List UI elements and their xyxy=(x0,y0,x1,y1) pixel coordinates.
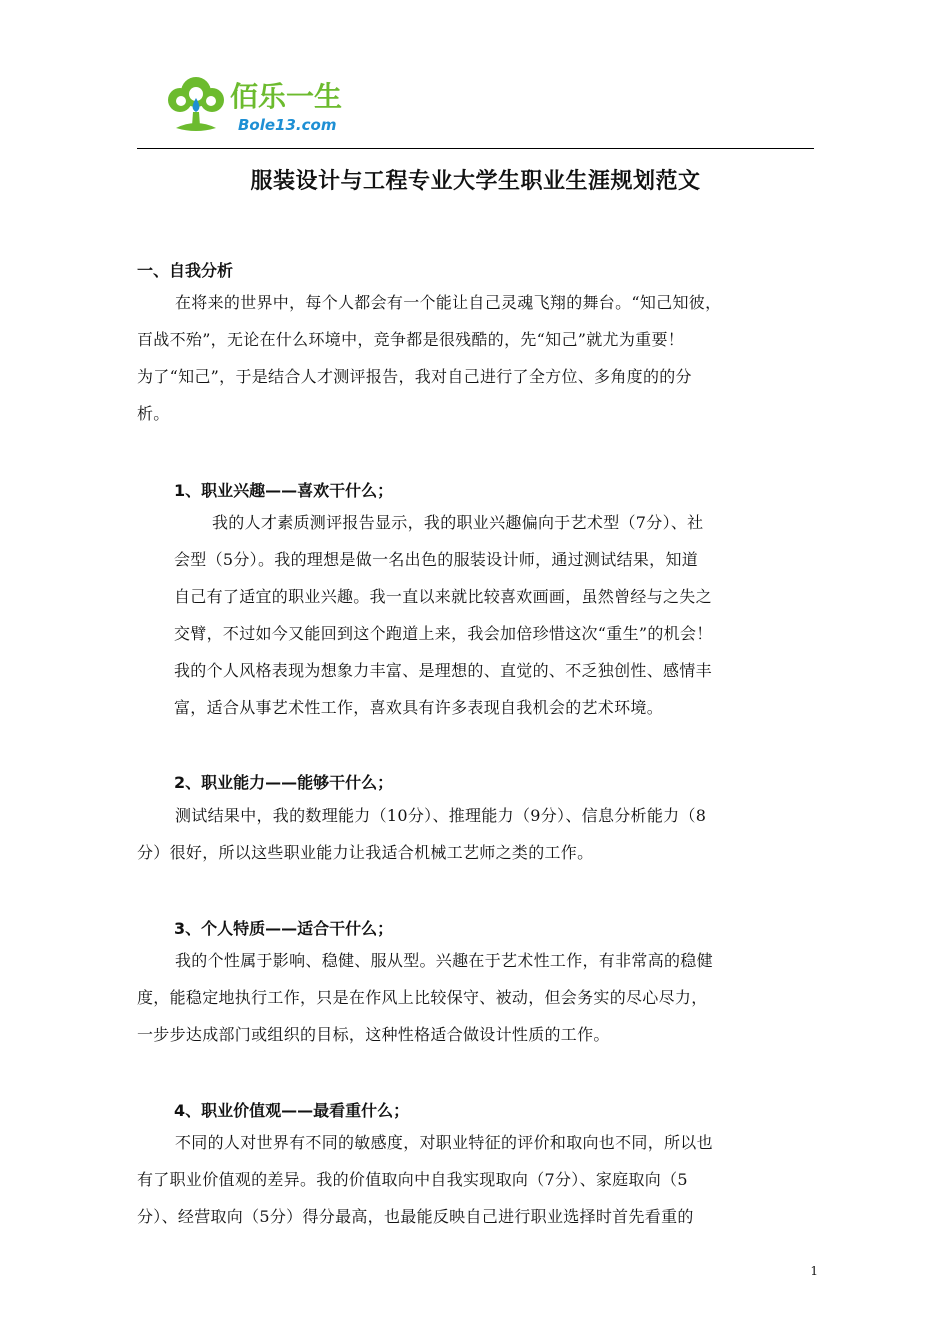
paragraph-line: 分）、经营取向（5分）得分最高，也最能反映自己进行职业选择时首先看重的 xyxy=(137,1207,694,1226)
sub3-paragraph xyxy=(137,942,713,1053)
paragraph-line: 不同的人对世界有不同的敏感度，对职业特征的评价和取向也不同，所以也 xyxy=(175,1133,713,1152)
header-divider xyxy=(137,148,814,149)
paragraph-line: 富，适合从事艺术性工作，喜欢具有许多表现自我机会的艺术环境。 xyxy=(174,698,664,717)
section1-paragraph xyxy=(137,284,721,432)
paragraph-line: 在将来的世界中，每个人都会有一个能让自己灵魂飞翔的舞台。“知己知彼， xyxy=(175,293,722,312)
sub4-paragraph xyxy=(137,1124,713,1235)
sub1-paragraph xyxy=(174,504,713,726)
paragraph-line: 我的个人风格表现为想象力丰富、是理想的、直觉的、不乏独创性、感情丰 xyxy=(174,661,712,680)
paragraph-line: 测试结果中，我的数理能力（10分）、推理能力（9分）、信息分析能力（8 xyxy=(175,806,707,825)
paragraph-line: 有了职业价值观的差异。我的价值取向中自我实现取向（7分）、家庭取向（5 xyxy=(137,1170,688,1189)
subheading-personal-traits: 3、个人特质——适合干什么； xyxy=(174,919,394,938)
paragraph-line: 我的个性属于影响、稳健、服从型。兴趣在于艺术性工作，有非常高的稳健 xyxy=(175,951,713,970)
subheading-career-ability: 2、职业能力——能够干什么； xyxy=(174,773,394,792)
paragraph-line: 我的人才素质测评报告显示，我的职业兴趣偏向于艺术型（7分）、社 xyxy=(212,513,704,532)
paragraph-line: 度，能稳定地执行工作，只是在作风上比较保守、被动，但会务实的尽心尽力， xyxy=(137,988,708,1007)
subheading-career-interest: 1、职业兴趣——喜欢干什么； xyxy=(174,481,394,500)
logo-text-cn: 佰乐一生 xyxy=(230,80,343,113)
subheading-career-values: 4、职业价值观——最看重什么； xyxy=(174,1101,410,1120)
document-title: 服装设计与工程专业大学生职业生涯规划范文 xyxy=(250,169,701,194)
paragraph-line: 百战不殆”，无论在什么环境中，竞争都是很残酷的，先“知己”就尤为重要！ xyxy=(137,330,685,349)
paragraph-line: 一步步达成部门或组织的目标，这种性格适合做设计性质的工作。 xyxy=(137,1025,610,1044)
paragraph-line: 为了“知己”，于是结合人才测评报告，我对自己进行了全方位、多角度的的分 xyxy=(137,367,692,386)
sub2-paragraph xyxy=(137,797,706,871)
logo-text-en: Bole13.com xyxy=(238,116,337,134)
page-number: 1 xyxy=(810,1264,818,1278)
tree-logo-icon xyxy=(158,68,368,140)
bole-logo xyxy=(158,68,368,140)
paragraph-line: 交臂，不过如今又能回到这个跑道上来，我会加倍珍惜这次“重生”的机会！ xyxy=(174,624,713,643)
section-heading-self-analysis: 一、自我分析 xyxy=(137,261,234,280)
paragraph-line: 析。 xyxy=(137,404,170,423)
paragraph-line: 分）很好，所以这些职业能力让我适合机械工艺师之类的工作。 xyxy=(137,843,594,862)
paragraph-line: 自己有了适宜的职业兴趣。我一直以来就比较喜欢画画，虽然曾经与之失之 xyxy=(174,587,712,606)
paragraph-line: 会型（5分）。我的理想是做一名出色的服装设计师，通过测试结果，知道 xyxy=(174,550,699,569)
